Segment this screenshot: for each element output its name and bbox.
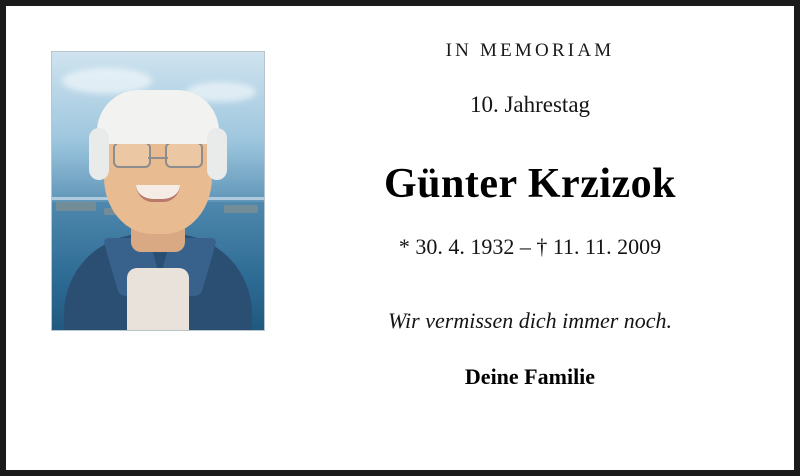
- person-eyeglass-left: [113, 142, 151, 168]
- in-memoriam-label: IN MEMORIAM: [445, 40, 615, 61]
- person-shirt: [127, 268, 189, 330]
- birth-death-dates: * 30. 4. 1932 – † 11. 11. 2009: [398, 234, 662, 259]
- signature-text: Deine Familie: [464, 364, 596, 389]
- epitaph-text: Wir vermissen dich immer noch.: [387, 308, 673, 333]
- photo-person: [63, 105, 253, 330]
- person-eyeglass-right: [165, 142, 203, 168]
- person-hair: [97, 90, 219, 144]
- text-column: [306, 6, 794, 390]
- portrait-column: [6, 6, 306, 470]
- person-hair-side-left: [89, 128, 109, 180]
- anniversary-label: 10. Jahrestag: [469, 92, 591, 117]
- person-eyeglass-bridge: [148, 157, 168, 159]
- person-hair-side-right: [207, 128, 227, 180]
- portrait-photo: [51, 51, 265, 331]
- deceased-name: Günter Krzizok: [383, 161, 677, 207]
